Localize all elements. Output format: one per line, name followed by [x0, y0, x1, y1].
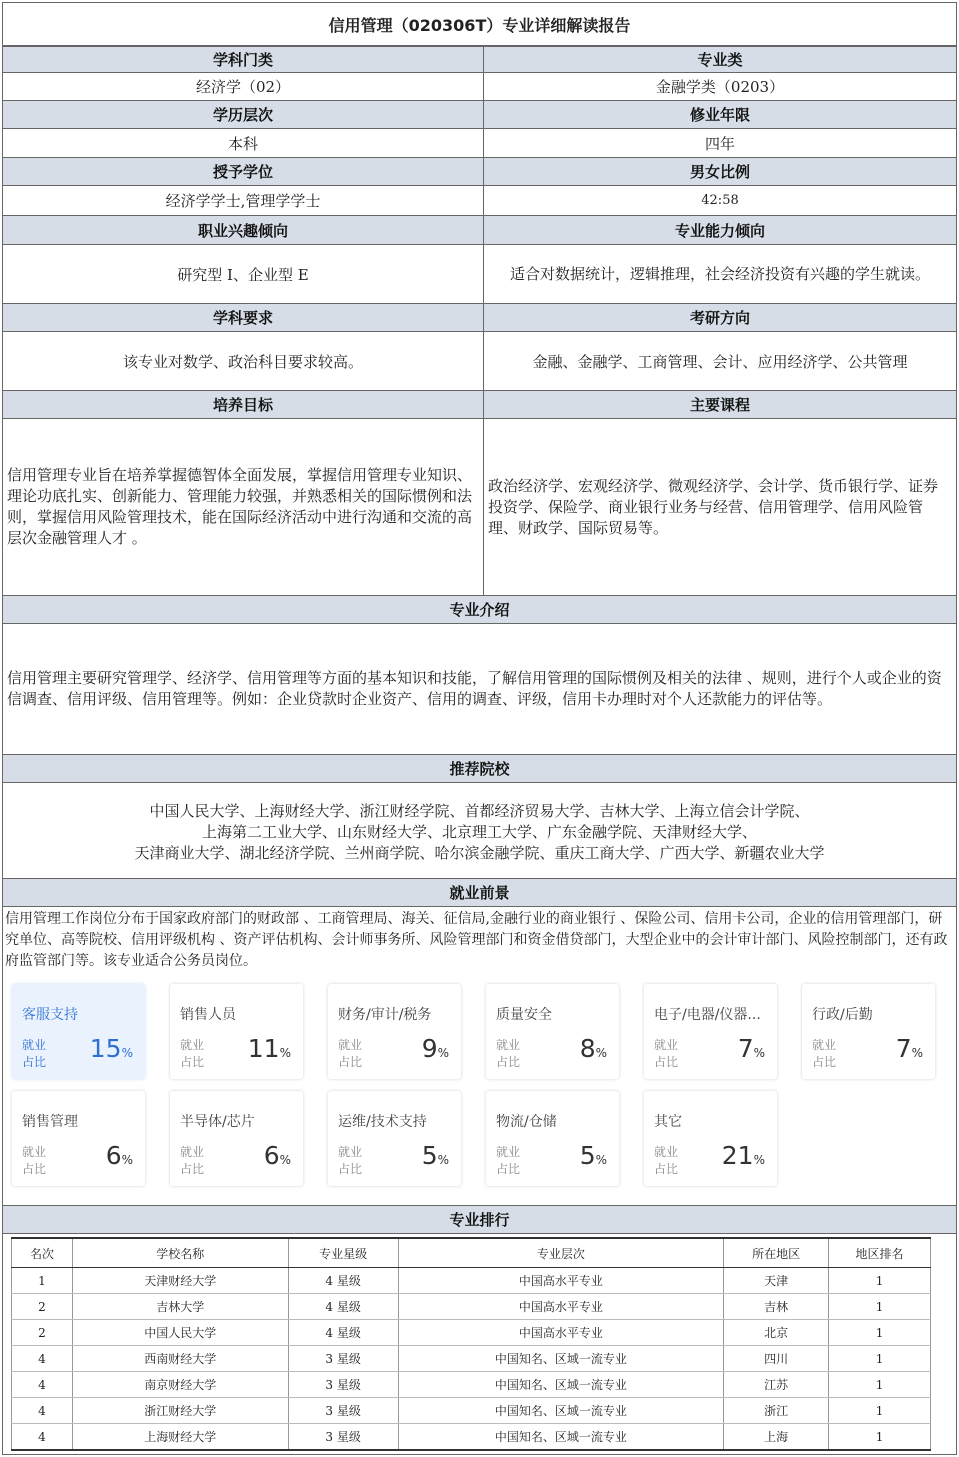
job-card[interactable]	[170, 1091, 303, 1186]
job-card-name: 财务/审计/税务	[338, 1007, 432, 1023]
requirement-value: 该专业对数学、政治科目要求较高。	[2, 331, 484, 391]
table-cell: 中国高水平专业	[398, 1294, 724, 1320]
subject-value: 经济学（02）	[2, 72, 484, 101]
table-cell: 中国知名、区域一流专业	[398, 1372, 724, 1398]
level-value: 本科	[2, 128, 484, 158]
table-row	[12, 1424, 931, 1451]
degree-value: 经济学学士,管理学学士	[2, 185, 484, 216]
ability-label: 专业能力倾向	[483, 215, 957, 245]
job-card-pct: 6%	[105, 1141, 133, 1170]
table-cell: 西南财经大学	[72, 1346, 288, 1372]
ranking-header-row	[12, 1238, 931, 1268]
job-card[interactable]	[486, 1091, 619, 1186]
schools-line-2: 上海第二工业大学、山东财经大学、北京理工大学、广东金融学院、天津财经大学、	[201, 823, 757, 841]
table-cell: 天津	[724, 1268, 829, 1294]
table-cell: 上海财经大学	[72, 1424, 288, 1451]
job-card[interactable]	[486, 984, 619, 1079]
job-card-pct: 7%	[737, 1034, 765, 1063]
job-card[interactable]	[644, 984, 777, 1079]
table-row	[12, 1268, 931, 1294]
subject-label: 学科门类	[2, 46, 484, 73]
table-cell: 北京	[724, 1320, 829, 1346]
job-card[interactable]	[802, 984, 935, 1079]
job-card[interactable]	[12, 984, 145, 1079]
years-value: 四年	[483, 128, 957, 158]
table-cell: 中国高水平专业	[398, 1320, 724, 1346]
table-cell: 上海	[724, 1424, 829, 1451]
job-card-sub: 就业 占比	[654, 1145, 679, 1176]
table-row	[12, 1320, 931, 1346]
job-card-sub: 就业 占比	[654, 1038, 679, 1069]
ranking-body	[12, 1268, 931, 1451]
ranking-table	[11, 1237, 931, 1451]
table-cell: 3 星级	[288, 1424, 398, 1451]
table-cell: 1	[829, 1346, 931, 1372]
years-label: 修业年限	[483, 100, 957, 129]
job-card-pct: 8%	[579, 1034, 607, 1063]
table-cell: 中国高水平专业	[398, 1268, 724, 1294]
ranking-header-cell: 专业层次	[398, 1238, 724, 1268]
job-card-sub: 就业 占比	[496, 1038, 521, 1069]
schools-line-1: 中国人民大学、上海财经大学、浙江财经学院、首都经济贸易大学、吉林大学、上海立信会计学院、	[149, 802, 810, 820]
major-class-value: 金融学类（0203）	[483, 72, 957, 101]
table-cell: 天津财经大学	[72, 1268, 288, 1294]
table-cell: 3 星级	[288, 1346, 398, 1372]
table-cell: 2	[12, 1320, 73, 1346]
schools-line-3: 天津商业大学、湖北经济学院、兰州商学院、哈尔滨金融学院、重庆工商大学、广西大学、新疆农业大学	[134, 844, 825, 862]
table-cell: 中国人民大学	[72, 1320, 288, 1346]
job-card-name: 物流/仓储	[496, 1114, 557, 1130]
table-cell: 浙江	[724, 1398, 829, 1424]
table-cell: 中国知名、区域一流专业	[398, 1398, 724, 1424]
job-card-sub: 就业 占比	[22, 1145, 47, 1176]
job-card-name: 行政/后勤	[812, 1007, 873, 1023]
job-card-pct: 5%	[579, 1141, 607, 1170]
job-card[interactable]	[644, 1091, 777, 1186]
ranking-header-cell: 名次	[12, 1238, 73, 1268]
table-cell: 4	[12, 1424, 73, 1451]
job-card-name: 其它	[654, 1114, 682, 1130]
job-card-pct: 5%	[421, 1141, 449, 1170]
level-label: 学历层次	[2, 100, 484, 129]
jobs-section	[2, 906, 957, 1206]
job-card-name: 质量安全	[496, 1007, 552, 1023]
table-row	[12, 1294, 931, 1320]
schools-list	[2, 782, 957, 879]
table-cell: 1	[12, 1268, 73, 1294]
ability-value: 适合对数据统计，逻辑推理，社会经济投资有兴趣的学生就读。	[483, 244, 957, 304]
intro-label: 专业介绍	[2, 595, 957, 624]
table-cell: 4	[12, 1346, 73, 1372]
courses-label: 主要课程	[483, 390, 957, 419]
job-card[interactable]	[328, 984, 461, 1079]
job-card-sub: 就业 占比	[180, 1038, 205, 1069]
table-cell: 2	[12, 1294, 73, 1320]
degree-label: 授予学位	[2, 157, 484, 186]
table-cell: 中国知名、区域一流专业	[398, 1346, 724, 1372]
jobs-label: 就业前景	[2, 878, 957, 907]
job-card-pct: 6%	[263, 1141, 291, 1170]
table-cell: 3 星级	[288, 1398, 398, 1424]
ranking-header-cell: 学校名称	[72, 1238, 288, 1268]
job-card-pct: 11%	[247, 1034, 291, 1063]
table-cell: 江苏	[724, 1372, 829, 1398]
job-card-name: 运维/技术支持	[338, 1114, 427, 1130]
ranking-header-cell: 所在地区	[724, 1238, 829, 1268]
job-card-sub: 就业 占比	[338, 1038, 363, 1069]
job-card-name: 电子/电器/仪器...	[654, 1007, 761, 1023]
page-title: 信用管理（020306T）专业详细解读报告	[2, 2, 957, 46]
job-card-pct: 21%	[721, 1141, 765, 1170]
table-row	[12, 1346, 931, 1372]
ranking-label: 专业排行	[2, 1205, 957, 1234]
job-card-name: 销售人员	[180, 1007, 236, 1023]
table-cell: 1	[829, 1424, 931, 1451]
table-row	[12, 1372, 931, 1398]
job-card[interactable]	[12, 1091, 145, 1186]
table-cell: 4 星级	[288, 1268, 398, 1294]
table-cell: 1	[829, 1268, 931, 1294]
table-cell: 4 星级	[288, 1294, 398, 1320]
job-card-name: 客服支持	[22, 1007, 78, 1023]
job-card-pct: 7%	[895, 1034, 923, 1063]
goal-value: 信用管理专业旨在培养掌握德智体全面发展，掌握信用管理专业知识、理论功底扎实、创新能力、管理能力较强，并熟悉相关的国际惯例和法则，掌握信用风险管理技术，能在国际经济活动中进行沟通和交流的高层次金融管理人才 。	[2, 418, 484, 596]
courses-value: 政治经济学、宏观经济学、微观经济学、会计学、货币银行学、证券投资学、保险学、商业银行业务与经营、信用管理学、信用风险管理、财政学、国际贸易等。	[483, 418, 957, 596]
table-cell: 4	[12, 1372, 73, 1398]
table-cell: 4	[12, 1398, 73, 1424]
goal-label: 培养目标	[2, 390, 484, 419]
table-cell: 四川	[724, 1346, 829, 1372]
table-cell: 中国知名、区域一流专业	[398, 1424, 724, 1451]
job-card-name: 半导体/芯片	[180, 1114, 255, 1130]
table-cell: 3 星级	[288, 1372, 398, 1398]
ranking-header-cell: 地区排名	[829, 1238, 931, 1268]
job-card-sub: 就业 占比	[812, 1038, 837, 1069]
job-card-sub: 就业 占比	[180, 1145, 205, 1176]
job-card-pct: 9%	[421, 1034, 449, 1063]
interest-label: 职业兴趣倾向	[2, 215, 484, 245]
table-cell: 南京财经大学	[72, 1372, 288, 1398]
table-cell: 吉林大学	[72, 1294, 288, 1320]
ranking-header-cell: 专业星级	[288, 1238, 398, 1268]
job-card-sub: 就业 占比	[496, 1145, 521, 1176]
table-cell: 4 星级	[288, 1320, 398, 1346]
requirement-label: 学科要求	[2, 303, 484, 332]
job-card-pct: 15%	[89, 1034, 133, 1063]
table-cell: 浙江财经大学	[72, 1398, 288, 1424]
interest-value: 研究型 I、企业型 E	[2, 244, 484, 304]
job-card-sub: 就业 占比	[338, 1145, 363, 1176]
table-row	[12, 1398, 931, 1424]
job-card[interactable]	[328, 1091, 461, 1186]
table-cell: 1	[829, 1294, 931, 1320]
job-card-sub: 就业 占比	[22, 1038, 47, 1069]
job-card-name: 销售管理	[22, 1114, 78, 1130]
ratio-label: 男女比例	[483, 157, 957, 186]
major-class-label: 专业类	[483, 46, 957, 73]
jobs-text: 信用管理工作岗位分布于国家政府部门的财政部 、工商管理局、海关、征信局,金融行业的商业银行 、保险公司、信用卡公司，企业的信用管理部门，研究单位、高等院校、信用评级机构 、资产评估机构、会计师事务所、风险管理部门和资金借贷部门，大型企业中的会计审计部门、风险控制部门，还有政府监管部门等。该专业适合公务员岗位。	[5, 911, 948, 969]
table-cell: 1	[829, 1320, 931, 1346]
postgrad-value: 金融、金融学、工商管理、会计、应用经济学、公共管理	[483, 331, 957, 391]
schools-label: 推荐院校	[2, 754, 957, 783]
job-card[interactable]	[170, 984, 303, 1079]
ratio-value: 42:58	[483, 185, 957, 216]
postgrad-label: 考研方向	[483, 303, 957, 332]
intro-text: 信用管理主要研究管理学、经济学、信用管理等方面的基本知识和技能，了解信用管理的国际惯例及相关的法律 、规则，进行个人或企业的资信调查、信用评级、信用管理等。例如：企业贷款时企业资产、信用的调查、评级，信用卡办理时对个人还款能力的评估等。	[2, 623, 957, 755]
table-cell: 吉林	[724, 1294, 829, 1320]
table-cell: 1	[829, 1398, 931, 1424]
table-cell: 1	[829, 1372, 931, 1398]
